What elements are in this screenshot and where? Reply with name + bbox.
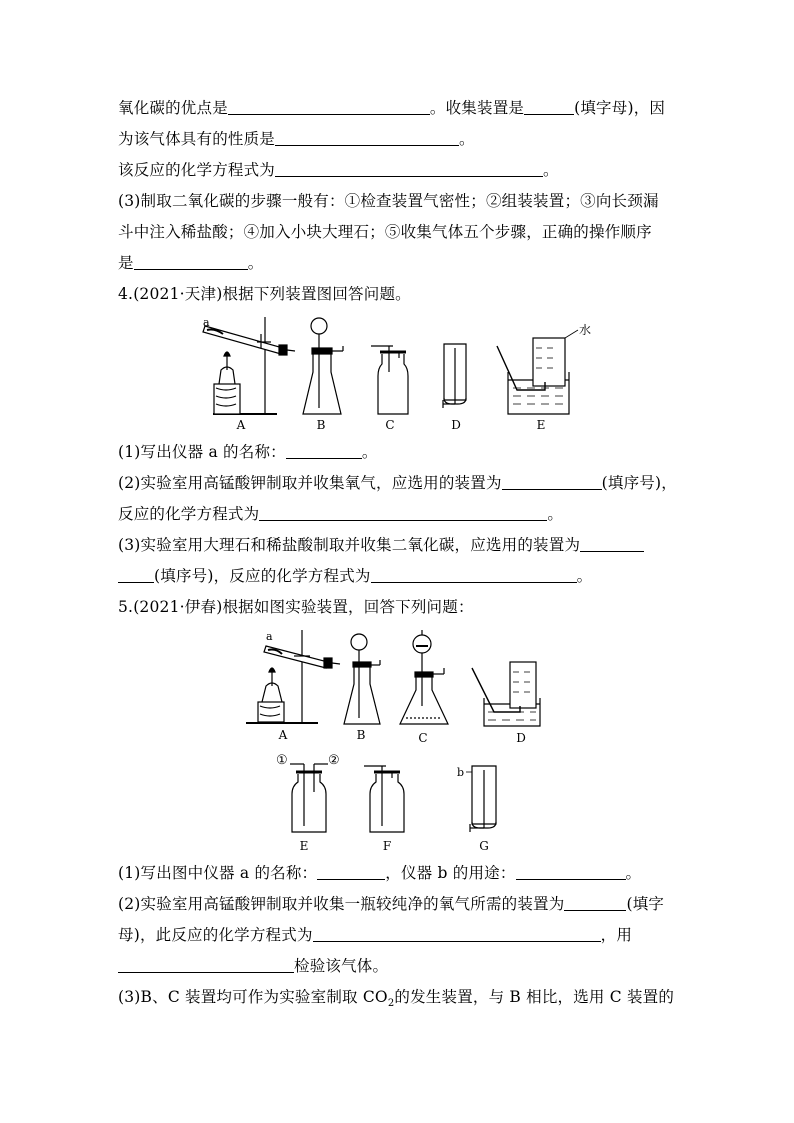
fig5-label-F: F bbox=[382, 839, 392, 853]
q4-part3-equation bbox=[118, 566, 592, 586]
q5-part1 bbox=[118, 863, 641, 883]
text: ，用 bbox=[600, 926, 633, 944]
q5-part2-test bbox=[118, 956, 388, 976]
text-line-3 bbox=[118, 160, 559, 180]
text-line-5 bbox=[118, 222, 652, 242]
question-4-title bbox=[118, 284, 411, 304]
text: 。 bbox=[361, 443, 378, 461]
answer-blank[interactable] bbox=[317, 865, 385, 880]
text: (3)B、C 装置均可作为实验室制取 CO bbox=[118, 988, 388, 1006]
answer-blank[interactable] bbox=[118, 568, 154, 583]
answer-blank[interactable] bbox=[259, 506, 547, 521]
answer-blank[interactable] bbox=[564, 896, 626, 911]
answer-blank[interactable] bbox=[524, 100, 574, 115]
q4-part3 bbox=[118, 535, 644, 555]
text: (填序号)，反应的化学方程式为 bbox=[154, 567, 371, 585]
text: (填字母)，因 bbox=[574, 99, 666, 117]
answer-blank[interactable] bbox=[580, 537, 644, 552]
text: (1)写出图中仪器 a 的名称： bbox=[118, 864, 318, 882]
answer-blank[interactable] bbox=[275, 131, 459, 146]
figure-4-apparatus bbox=[195, 312, 615, 437]
q4-part1 bbox=[118, 442, 378, 462]
q4-part2 bbox=[118, 473, 677, 493]
text: (填序号)， bbox=[601, 474, 677, 492]
text: 。 bbox=[247, 254, 264, 272]
text-line-2 bbox=[118, 129, 475, 149]
label-water: 水 bbox=[579, 323, 592, 337]
label-b: b bbox=[457, 766, 465, 779]
text: ，仪器 b 的用途： bbox=[385, 864, 516, 882]
fig4-label-C: C bbox=[385, 418, 395, 432]
q5-part2-equation bbox=[118, 925, 632, 945]
label-port-2: ② bbox=[328, 753, 340, 768]
figure-5-apparatus-bottom bbox=[260, 752, 520, 842]
answer-blank[interactable] bbox=[371, 568, 577, 583]
answer-blank[interactable] bbox=[275, 162, 543, 177]
answer-blank[interactable] bbox=[313, 927, 601, 942]
text: 该反应的化学方程式为 bbox=[118, 161, 276, 179]
fig5-label-A: A bbox=[278, 728, 288, 742]
text: 反应的化学方程式为 bbox=[118, 505, 260, 523]
text: (3)实验室用大理石和稀盐酸制取并收集二氧化碳，应选用的装置为 bbox=[118, 536, 581, 554]
fig4-label-A: A bbox=[236, 418, 246, 432]
text: 4.(2021·天津)根据下列装置图回答问题。 bbox=[118, 285, 411, 303]
text: 。收集装置是 bbox=[429, 99, 525, 117]
fig5-label-C: C bbox=[418, 731, 428, 745]
label-port-1: ① bbox=[276, 753, 288, 768]
label-a: a bbox=[266, 630, 273, 643]
answer-blank[interactable] bbox=[118, 958, 294, 973]
q5-part3 bbox=[118, 987, 674, 1014]
answer-blank[interactable] bbox=[516, 865, 626, 880]
q5-part2 bbox=[118, 894, 664, 914]
text: 。 bbox=[576, 567, 593, 585]
fig5-label-E: E bbox=[299, 839, 309, 853]
text: 。 bbox=[547, 505, 564, 523]
text: 是 bbox=[118, 254, 134, 272]
text-line-1 bbox=[118, 98, 665, 118]
q4-part2-equation bbox=[118, 504, 563, 524]
answer-blank[interactable] bbox=[134, 255, 248, 270]
text: (2)实验室用高锰酸钾制取并收集一瓶较纯净的氧气所需的装置为 bbox=[118, 895, 565, 913]
fig5-label-G: G bbox=[479, 839, 489, 853]
subscript: 2 bbox=[387, 998, 395, 1010]
answer-blank[interactable] bbox=[286, 444, 362, 459]
text: 为该气体具有的性质是 bbox=[118, 130, 276, 148]
fig4-label-E: E bbox=[536, 418, 546, 432]
text: 检验该气体。 bbox=[294, 957, 389, 975]
text: 斗中注入稀盐酸；④加入小块大理石；⑤收集气体五个步骤，正确的操作顺序 bbox=[118, 223, 652, 241]
text: 氧化碳的优点是 bbox=[118, 99, 228, 117]
fig4-label-B: B bbox=[316, 418, 326, 432]
text: (2)实验室用高锰酸钾制取并收集氧气，应选用的装置为 bbox=[118, 474, 502, 492]
text: 。 bbox=[625, 864, 642, 882]
text: 5.(2021·伊春)根据如图实验装置，回答下列问题： bbox=[118, 598, 474, 616]
text-line-4 bbox=[118, 191, 659, 211]
fig5-label-B: B bbox=[356, 728, 366, 742]
answer-blank[interactable] bbox=[228, 100, 430, 115]
text: (1)写出仪器 a 的名称： bbox=[118, 443, 286, 461]
label-a: a bbox=[203, 316, 210, 329]
fig4-label-D: D bbox=[451, 418, 461, 432]
answer-blank[interactable] bbox=[502, 475, 602, 490]
text: (填字 bbox=[626, 895, 665, 913]
text: 。 bbox=[459, 130, 475, 148]
text: 母)，此反应的化学方程式为 bbox=[118, 926, 313, 944]
text-line-6 bbox=[118, 253, 263, 273]
fig5-label-D: D bbox=[516, 731, 526, 745]
question-5-title bbox=[118, 597, 474, 617]
text: 的发生装置，与 B 相比，选用 C 装置的 bbox=[394, 988, 675, 1006]
figure-5-apparatus-top bbox=[240, 628, 560, 733]
text: (3)制取二氧化碳的步骤一般有：①检查装置气密性；②组装装置；③向长颈漏 bbox=[118, 192, 659, 210]
text: 。 bbox=[543, 161, 559, 179]
